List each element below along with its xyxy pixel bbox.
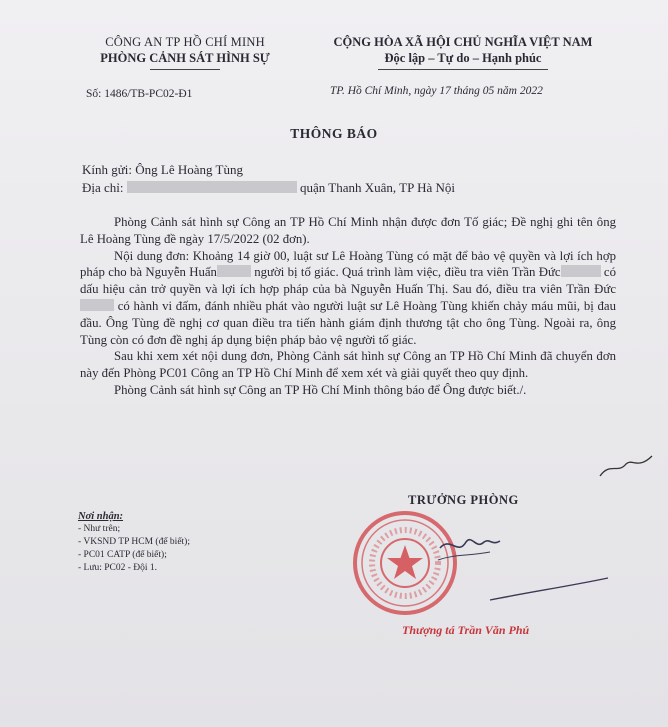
national-header: [298, 34, 628, 70]
recipient-item: - Lưu: PC02 - Đội 1.: [78, 563, 158, 573]
document-body: [80, 214, 616, 399]
redaction-box: [217, 265, 251, 277]
redaction-box: [127, 181, 297, 193]
country-name: CỘNG HÒA XÃ HỘI CHỦ NGHĨA VIỆT NAM: [333, 35, 593, 49]
header-underline: [150, 69, 220, 70]
paragraph-receipt: Phòng Cảnh sát hình sự Công an TP Hồ Chí Minh nhận được đơn Tố giác; Đề nghị ghi tên ông Lê Hoàng Tùng đề ngày 17/5/2022 (02 đơn).: [80, 215, 616, 246]
paragraph-notice: Phòng Cảnh sát hình sự Công an TP Hồ Chí Minh thông báo để Ông được biết./.: [114, 382, 527, 397]
paragraph-content: [80, 248, 616, 349]
redaction-box: [80, 299, 114, 311]
signer-position: TRƯỞNG PHÒNG: [408, 493, 519, 507]
signer-name: Thượng tá Trần Văn Phú: [402, 623, 530, 637]
issuer-agency: CÔNG AN TP HỒ CHÍ MINH: [105, 35, 265, 49]
initial-mark: [596, 452, 656, 482]
document-title: THÔNG BÁO: [290, 126, 378, 141]
content-part-b: người bị tố giác. Quá trình làm việc, điều tra viên Trần Đức: [250, 265, 561, 280]
official-seal-icon: [355, 513, 455, 613]
address-suffix: quận Thanh Xuân, TP Hà Nội: [296, 180, 456, 195]
recipient-item: - PC01 CATP (để biết);: [78, 550, 167, 560]
place-date: TP. Hồ Chí Minh, ngày 17 tháng 05 năm 2022: [330, 85, 543, 97]
motto-underline: [378, 69, 548, 70]
recipients-heading: Nơi nhận:: [78, 511, 124, 522]
content-part-d: có hành vi đấm, đánh nhiều phát vào người luật sư Lê Hoàng Tùng khiến chảy máu mũi, bị đau đầu. Ông Tùng đề nghị cơ quan điều tra tiến hành giám định thương tật cho ông Tùng. Ngoài ra, ông Tùng còn có đơn đề nghị áp dụng biện pháp bảo vệ người tố giác.: [80, 298, 616, 347]
signature-stroke: [438, 552, 490, 560]
signature-underline: [490, 578, 608, 600]
national-motto: Độc lập – Tự do – Hạnh phúc: [384, 51, 542, 65]
issuer-department: PHÒNG CẢNH SÁT HÌNH SỰ: [100, 51, 270, 65]
addressee-line: Kính gửi: Ông Lê Hoàng Tùng: [82, 162, 243, 177]
content-part-c: có dấu hiệu cản trở quyền và lợi ích hợp pháp của bà Nguyễn Huấn Thị. Sau đó, điều tra viên Trần Đức: [80, 265, 617, 297]
recipient-item: - Như trên;: [78, 524, 121, 534]
content-part-a: Nội dung đơn: Khoảng 14 giờ 00, luật sư Lê Hoàng Tùng có mặt để bảo vệ quyền và lợi ích hợp pháp cho bà Nguyễn Huấn: [80, 248, 616, 280]
document-number: Số: 1486/TB-PC02-Đ1: [86, 88, 193, 100]
address-prefix: Địa chỉ:: [82, 180, 127, 195]
address-line: [82, 180, 455, 196]
recipients-block: [78, 510, 190, 575]
official-seal-and-signature: [340, 508, 610, 618]
issuer-header: [70, 34, 300, 70]
recipient-item: - VKSND TP HCM (để biết);: [78, 537, 190, 547]
redaction-box: [561, 265, 601, 277]
paragraph-transfer: Sau khi xem xét nội dung đơn, Phòng Cảnh sát hình sự Công an TP Hồ Chí Minh đã chuyển đơn này đến Phòng PC01 Công an TP Hồ Chí Minh để xem xét và giải quyết theo quy định.: [80, 349, 616, 381]
